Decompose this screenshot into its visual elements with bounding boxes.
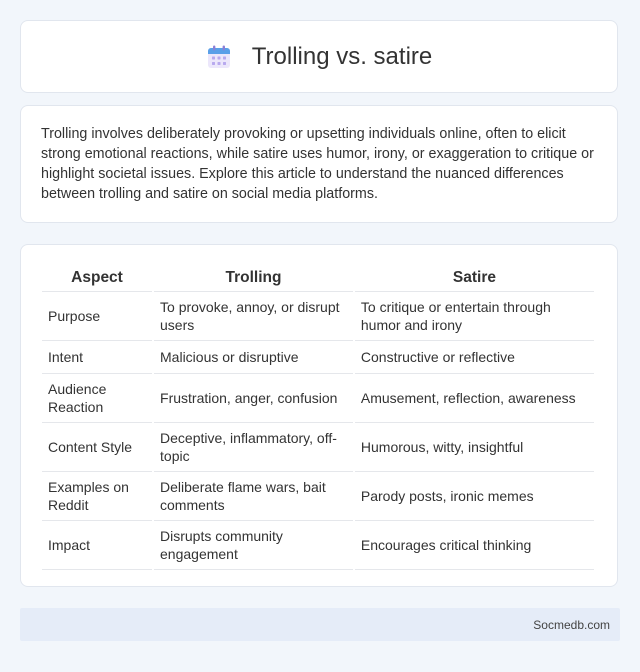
footer-site-link[interactable]: Socmedb.com [533,617,610,632]
cell-trolling: Deceptive, inflammatory, off-topic [154,423,353,472]
table-header-row [42,267,594,292]
cell-satire: Parody posts, ironic memes [355,472,594,521]
table-row [42,341,594,374]
table-row [42,292,594,341]
cell-aspect: Intent [42,341,152,374]
comparison-table [40,267,596,570]
table-row [42,472,594,521]
header-aspect: Aspect [42,267,152,292]
cell-aspect: Purpose [42,292,152,341]
table-card [20,244,618,587]
cell-trolling: To provoke, annoy, or disrupt users [154,292,353,341]
cell-trolling: Frustration, anger, confusion [154,374,353,423]
cell-trolling: Malicious or disruptive [154,341,353,374]
title-wrap [206,43,433,71]
cell-trolling: Deliberate flame wars, bait comments [154,472,353,521]
title-card [20,20,618,93]
cell-satire: Amusement, reflection, awareness [355,374,594,423]
cell-satire: To critique or entertain through humor and irony [355,292,594,341]
table-row [42,521,594,570]
intro-paragraph: Trolling involves deliberately provoking or upsetting individuals online, often to elicit strong emotional reactions, while satire uses humor, irony, or exaggeration to critique or highlight societal issues. Explore this article to understand the nuanced differences between trolling and satire on social media platforms. [41,126,594,202]
cell-trolling: Disrupts community engagement [154,521,353,570]
intro-card [20,105,618,223]
calendar-icon [206,44,232,70]
cell-satire: Encourages critical thinking [355,521,594,570]
table-row [42,374,594,423]
cell-satire: Humorous, witty, insightful [355,423,594,472]
header-satire: Satire [355,267,594,292]
cell-aspect: Audience Reaction [42,374,152,423]
cell-aspect: Content Style [42,423,152,472]
header-trolling: Trolling [154,267,353,292]
table-row [42,423,594,472]
cell-aspect: Impact [42,521,152,570]
page-title: Trolling vs. satire [251,42,433,70]
cell-aspect: Examples on Reddit [42,472,152,521]
cell-satire: Constructive or reflective [355,341,594,374]
footer [20,608,620,641]
